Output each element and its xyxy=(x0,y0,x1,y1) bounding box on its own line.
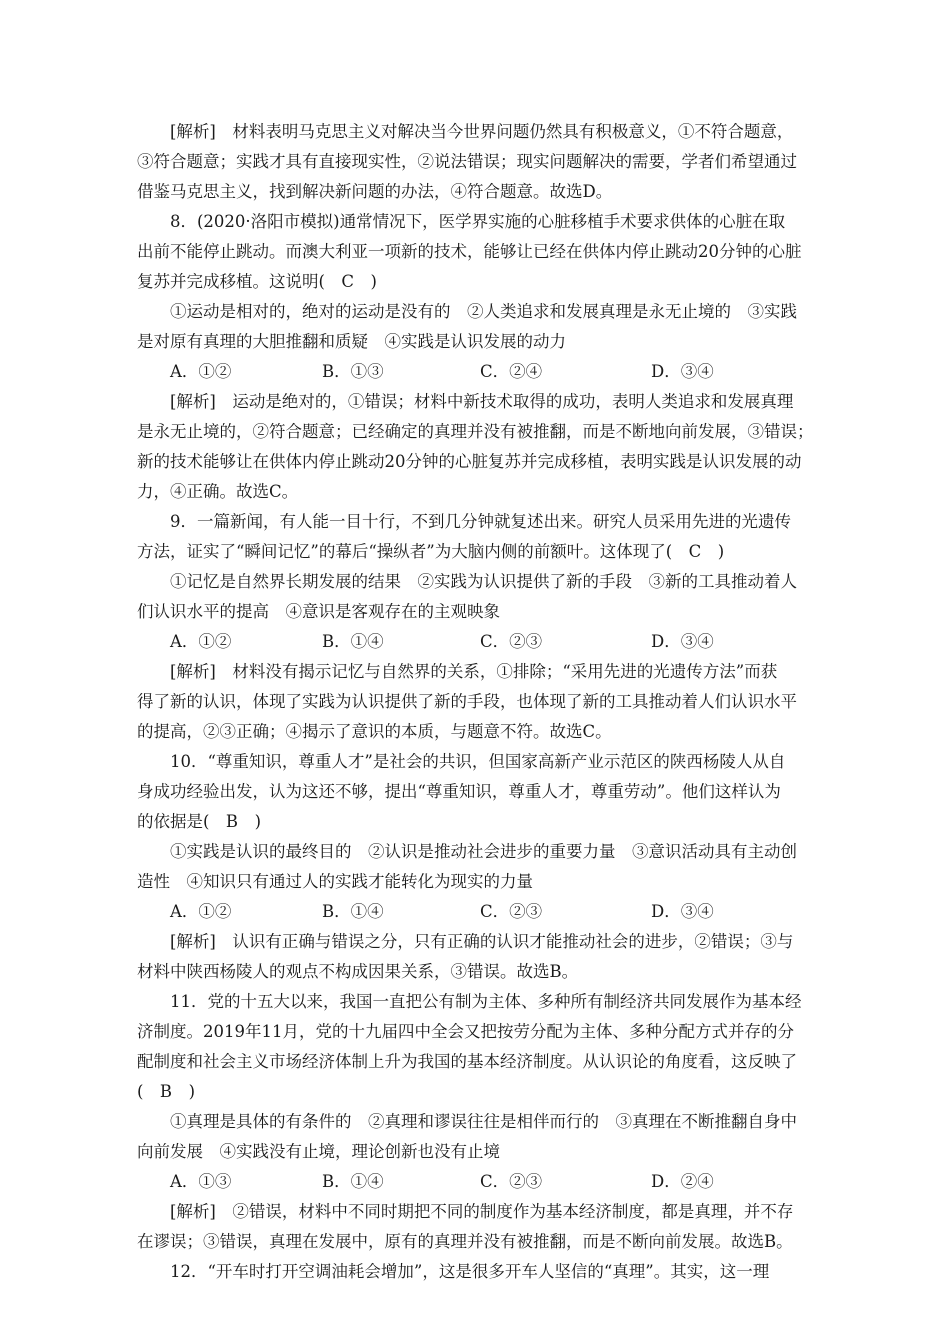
option-11-b: B．①④ xyxy=(322,1172,384,1191)
analysis-7-line-1: [解析] 材料表明马克思主义对解决当今世界问题仍然具有积极意义，①不符合题意， xyxy=(170,122,794,141)
question-10-line-1: 10．“尊重知识，尊重人才”是社会的共识，但国家高新产业示范区的陕西杨陵人从自 xyxy=(170,752,786,771)
option-8-a: A．①② xyxy=(170,362,232,381)
statements-10-line-2: 造性 ④知识只有通过人的实践才能转化为现实的力量 xyxy=(137,872,533,891)
analysis-9-line-2: 得了新的认识，体现了实践为认识提供了新的手段，也体现了新的工具推动着人们认识水平 xyxy=(137,692,797,711)
question-11-line-1: 11．党的十五大以来，我国一直把公有制为主体、多种所有制经济共同发展作为基本经 xyxy=(170,992,802,1011)
analysis-7-line-2: ③符合题意；实践才具有直接现实性，②说法错误；现实问题解决的需要，学者们希望通过 xyxy=(137,152,797,171)
option-10-b: B．①④ xyxy=(322,902,384,921)
option-10-d: D．③④ xyxy=(651,902,714,921)
analysis-10-line-2: 材料中陕西杨陵人的观点不构成因果关系，③错误。故选B。 xyxy=(137,962,579,981)
statements-9-line-1: ①记忆是自然界长期发展的结果 ②实践为认识提供了新的手段 ③新的工具推动着人 xyxy=(170,572,797,591)
analysis-8-line-3: 新的技术能够让在供体内停止跳动20分钟的心脏复苏并完成移植，表明实践是认识发展的动 xyxy=(137,452,802,471)
option-10-a: A．①② xyxy=(170,902,232,921)
statements-9-line-2: 们认识水平的提高 ④意识是客观存在的主观映象 xyxy=(137,602,500,621)
option-8-d: D．③④ xyxy=(651,362,714,381)
statements-8-line-1: ①运动是相对的，绝对的运动是没有的 ②人类追求和发展真理是永无止境的 ③实践 xyxy=(170,302,797,321)
analysis-11-line-2: 在谬误；③错误，真理在发展中，原有的真理并没有被推翻，而是不断向前发展。故选B。 xyxy=(137,1232,793,1251)
analysis-11-line-1: [解析] ②错误，材料中不同时期把不同的制度作为基本经济制度，都是真理，并不存 xyxy=(170,1202,794,1221)
question-9-line-2: 方法，证实了“瞬间记忆”的幕后“操纵者”为大脑内侧的前额叶。这体现了( C ) xyxy=(137,542,725,561)
option-9-d: D．③④ xyxy=(651,632,714,651)
analysis-9-line-1: [解析] 材料没有揭示记忆与自然界的关系，①排除；“采用先进的光遗传方法”而获 xyxy=(170,662,778,681)
statements-11-line-1: ①真理是具体的有条件的 ②真理和谬误往往是相伴而行的 ③真理在不断推翻自身中 xyxy=(170,1112,797,1131)
option-8-c: C．②④ xyxy=(480,362,543,381)
option-9-b: B．①④ xyxy=(322,632,384,651)
analysis-7-line-3: 借鉴马克思主义，找到解决新问题的办法，④符合题意。故选D。 xyxy=(137,182,613,201)
statements-11-line-2: 向前发展 ④实践没有止境，理论创新也没有止境 xyxy=(137,1142,500,1161)
analysis-8-line-1: [解析] 运动是绝对的，①错误；材料中新技术取得的成功，表明人类追求和发展真理 xyxy=(170,392,794,411)
question-10-line-3: 的依据是( B ) xyxy=(137,812,261,831)
question-10-line-2: 身成功经验出发，认为这还不够，提出“尊重知识，尊重人才，尊重劳动”。他们这样认为 xyxy=(137,782,781,801)
question-9-line-1: 9．一篇新闻，有人能一目十行，不到几分钟就复述出来。研究人员采用先进的光遗传 xyxy=(170,512,791,531)
option-9-c: C．②③ xyxy=(480,632,543,651)
statements-8-line-2: 是对原有真理的大胆推翻和质疑 ④实践是认识发展的动力 xyxy=(137,332,566,351)
question-8-line-3: 复苏并完成移植。这说明( C ) xyxy=(137,272,377,291)
option-8-b: B．①③ xyxy=(322,362,384,381)
question-12-line-1: 12．“开车时打开空调油耗会增加”，这是很多开车人坚信的“真理”。其实，这一理 xyxy=(170,1262,770,1281)
question-8-line-1: 8．(2020·洛阳市模拟)通常情况下，医学界实施的心脏移植手术要求供体的心脏在取 xyxy=(170,212,786,231)
question-11-line-4: ( B ) xyxy=(137,1082,195,1101)
option-10-c: C．②③ xyxy=(480,902,543,921)
analysis-10-line-1: [解析] 认识有正确与错误之分，只有正确的认识才能推动社会的进步，②错误；③与 xyxy=(170,932,794,951)
analysis-8-line-2: 是永无止境的，②符合题意；已经确定的真理并没有被推翻，而是不断地向前发展，③错误； xyxy=(137,422,814,441)
option-11-a: A．①③ xyxy=(170,1172,232,1191)
analysis-9-line-3: 的提高，②③正确；④揭示了意识的本质，与题意不符。故选C。 xyxy=(137,722,612,741)
question-8-line-2: 出前不能停止跳动。而澳大利亚一项新的技术，能够让已经在供体内停止跳动20分钟的心脏 xyxy=(137,242,802,261)
option-11-c: C．②③ xyxy=(480,1172,543,1191)
analysis-8-line-4: 力，④正确。故选C。 xyxy=(137,482,299,501)
question-11-line-3: 配制度和社会主义市场经济体制上升为我国的基本经济制度。从认识论的角度看，这反映了 xyxy=(137,1052,797,1071)
question-11-line-2: 济制度。2019年11月，党的十九届四中全会又把按劳分配为主体、多种分配方式并存的分 xyxy=(137,1022,794,1041)
option-11-d: D．②④ xyxy=(651,1172,714,1191)
statements-10-line-1: ①实践是认识的最终目的 ②认识是推动社会进步的重要力量 ③意识活动具有主动创 xyxy=(170,842,797,861)
option-9-a: A．①② xyxy=(170,632,232,651)
